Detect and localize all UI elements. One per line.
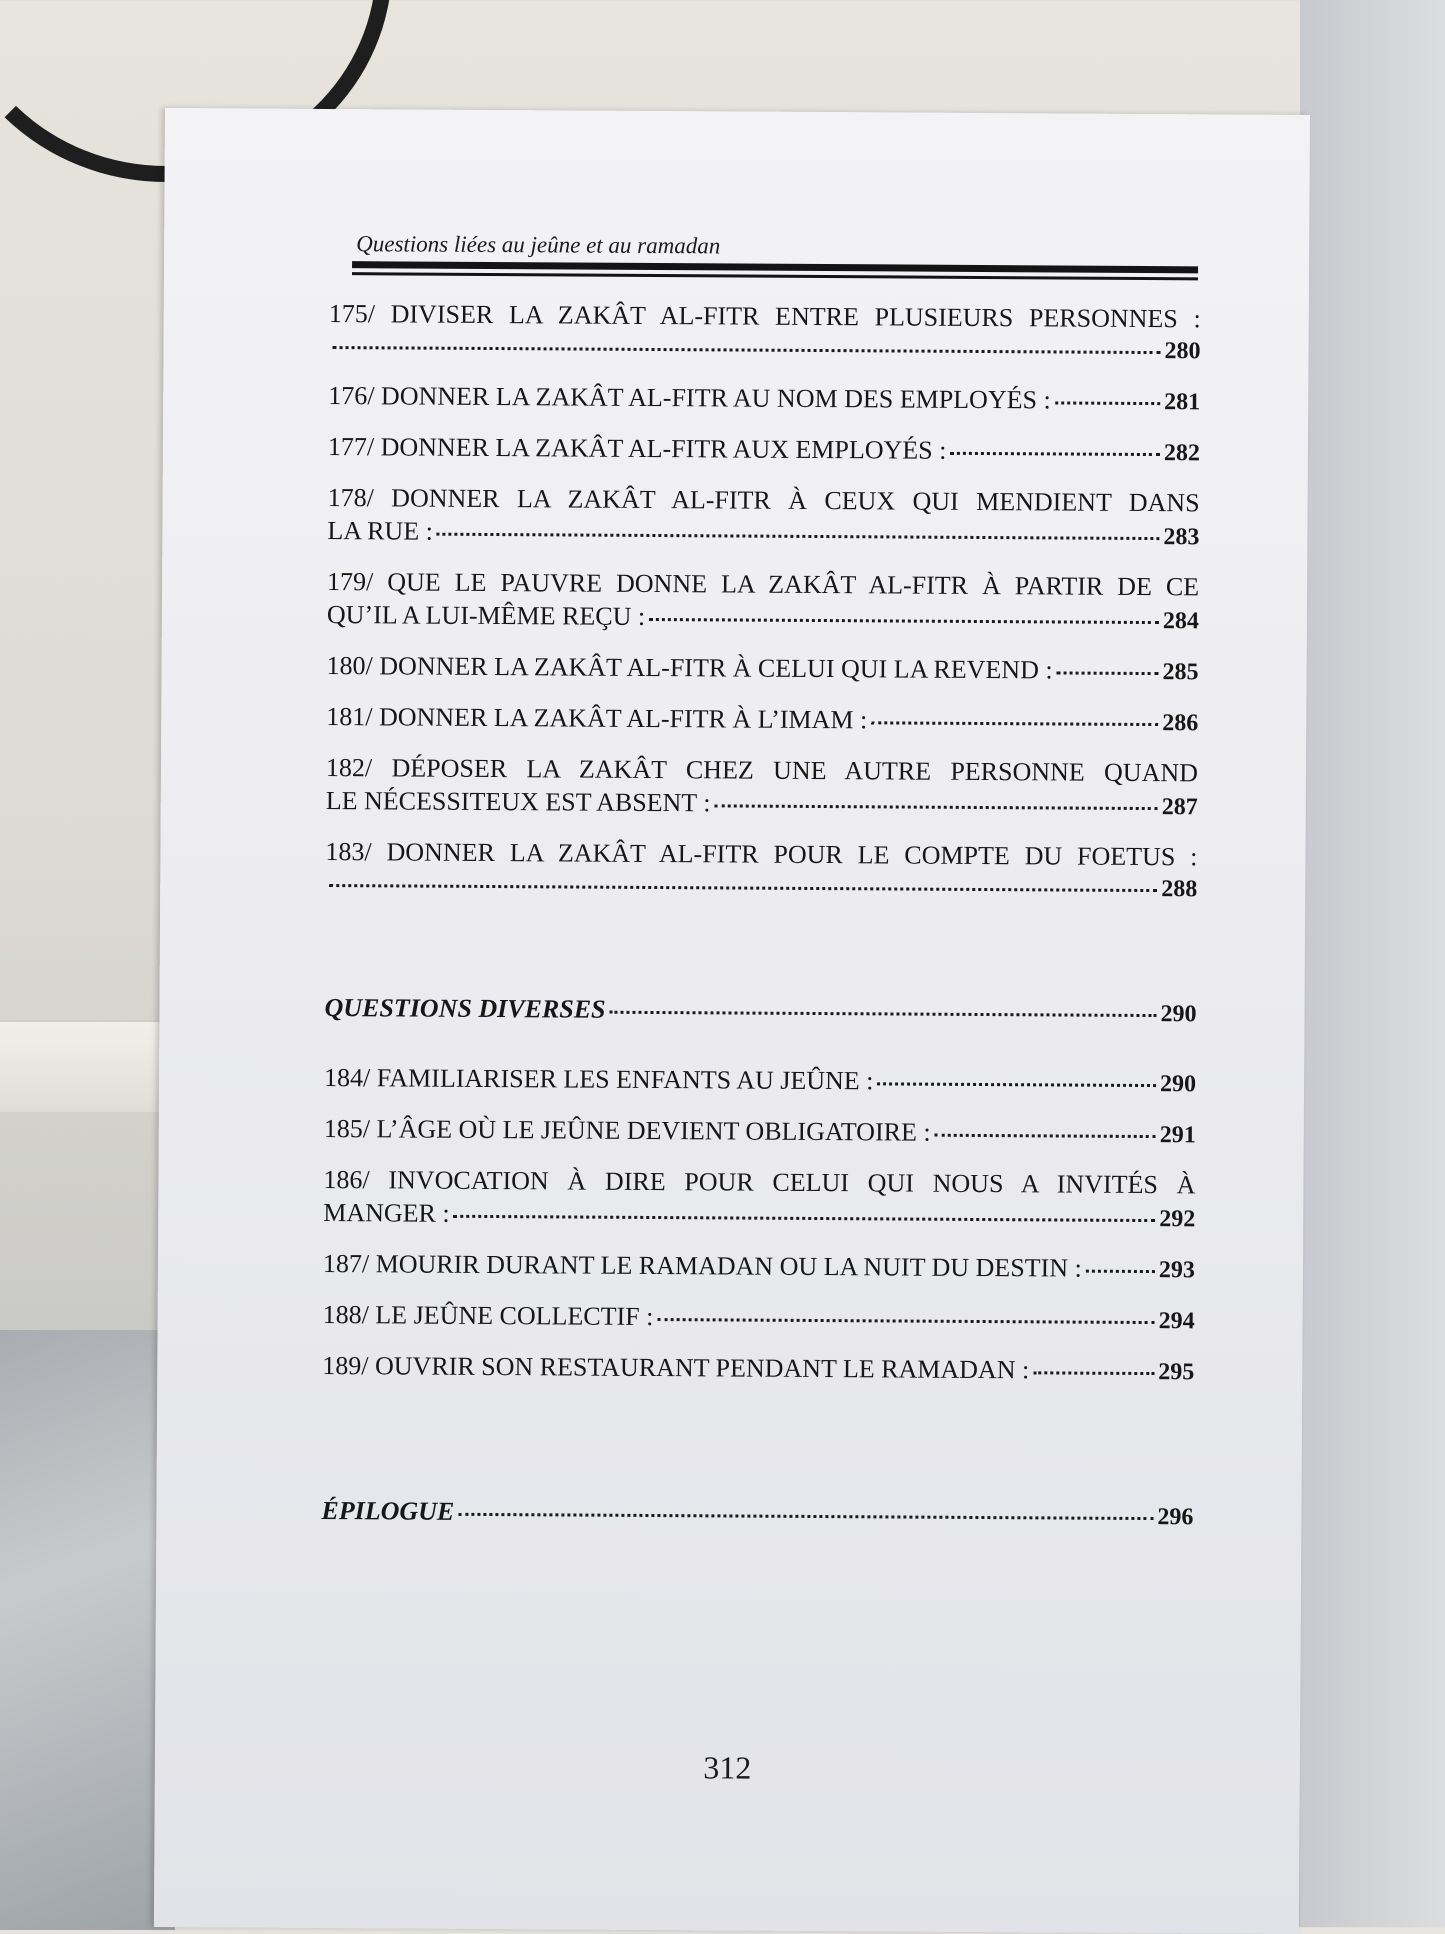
toc-entry-title: 189/ OUVRIR SON RESTAURANT PENDANT LE RAMADAN :	[322, 1350, 1030, 1385]
toc-entry-title-cont: QU’IL A LUI-MÊME REÇU :	[326, 599, 646, 631]
toc-section-questions-diverses	[324, 991, 1196, 1031]
leader-dots	[877, 1082, 1156, 1087]
leader-dots	[329, 884, 1157, 892]
toc-page-number: 291	[1159, 1122, 1196, 1149]
leader-dots	[1086, 1270, 1155, 1273]
table-of-contents	[321, 297, 1201, 1534]
toc-entry-title-cont: LE NÉCESSITEUX EST ABSENT :	[325, 785, 711, 818]
toc-entry-title: 188/ LE JEÛNE COLLECTIF :	[322, 1299, 654, 1332]
toc-entry-title-cont: LA RUE :	[327, 516, 433, 546]
toc-entry-180	[326, 649, 1198, 689]
facing-page	[1300, 0, 1445, 1927]
toc-page-number: 290	[1160, 1001, 1197, 1028]
toc-entry-177	[328, 430, 1200, 470]
leader-dots	[950, 452, 1160, 456]
toc-entry-184	[324, 1061, 1196, 1101]
section-title: ÉPILOGUE	[321, 1495, 455, 1526]
toc-page-number: 282	[1163, 440, 1200, 467]
toc-entry-title: 180/ DONNER LA ZAKÂT AL-FITR À CELUI QUI LA REVEND :	[326, 650, 1053, 685]
toc-entry-title: 184/ FAMILIARISER LES ENFANTS AU JEÛNE :	[323, 1062, 874, 1096]
toc-section-epilogue	[321, 1494, 1193, 1534]
leader-dots	[935, 1134, 1156, 1138]
toc-entry-182	[326, 751, 1198, 824]
leader-dots	[657, 1318, 1154, 1324]
toc-entry-title: 176/ DONNER LA ZAKÂT AL-FITR AU NOM DES EMPLOYÉS :	[328, 381, 1051, 415]
toc-entry-title: 182/ DÉPOSER LA ZAKÂT CHEZ UNE AUTRE PERSONNE QUAND	[325, 752, 1199, 788]
leader-dots	[1057, 671, 1159, 675]
book-page	[154, 108, 1310, 1934]
toc-entry-181	[326, 700, 1198, 740]
toc-page-number: 284	[1162, 608, 1199, 635]
leader-dots	[437, 533, 1160, 540]
toc-entry-176	[328, 379, 1200, 419]
toc-entry-187	[323, 1247, 1195, 1287]
page-number: 312	[703, 1749, 752, 1786]
toc-page-number: 287	[1161, 794, 1198, 821]
toc-entry-186	[323, 1163, 1195, 1236]
toc-entry-189	[322, 1349, 1194, 1389]
leader-dots	[333, 346, 1161, 354]
toc-entry-188	[323, 1298, 1195, 1338]
leader-dots	[610, 1011, 1157, 1017]
leader-dots	[649, 618, 1159, 624]
toc-page-number: 290	[1159, 1071, 1197, 1098]
leader-dots	[454, 1215, 1156, 1222]
header-rule	[352, 261, 1198, 280]
desk-edge	[0, 1020, 175, 1112]
leader-dots	[1033, 1371, 1154, 1375]
toc-entry-178	[327, 481, 1199, 554]
toc-page-number: 280	[1164, 338, 1201, 365]
toc-entry-title: 177/ DONNER LA ZAKÂT AL-FITR AUX EMPLOYÉS :	[327, 432, 947, 465]
toc-page-number: 294	[1158, 1308, 1195, 1335]
section-title: QUESTIONS DIVERSES	[324, 992, 606, 1024]
toc-entry-185	[324, 1112, 1196, 1152]
toc-entry-title: 187/ MOURIR DURANT LE RAMADAN OU LA NUIT DU DESTIN :	[322, 1248, 1082, 1283]
toc-entry-title: 186/ INVOCATION À DIRE POUR CELUI QUI NOUS A INVITÉS À	[323, 1164, 1196, 1200]
toc-page-number: 296	[1157, 1504, 1194, 1531]
running-head: Questions liées au jeûne et au ramadan	[356, 231, 721, 259]
toc-entry-title-cont: MANGER :	[323, 1197, 450, 1228]
toc-entry-title: 179/ QUE LE PAUVRE DONNE LA ZAKÂT AL-FITR À PARTIR DE CE	[327, 566, 1200, 602]
toc-page-number: 281	[1164, 389, 1201, 416]
toc-entry-title: 178/ DONNER LA ZAKÂT AL-FITR À CEUX QUI MENDIENT DANS	[327, 483, 1200, 518]
toc-page-number: 293	[1158, 1257, 1195, 1284]
toc-entry-175	[328, 297, 1200, 368]
toc-entry-179	[327, 565, 1199, 638]
toc-page-number: 295	[1158, 1359, 1195, 1386]
toc-entry-183	[325, 835, 1197, 906]
toc-entry-title: 181/ DONNER LA ZAKÂT AL-FITR À L’IMAM :	[326, 701, 868, 735]
background-fabric	[0, 1330, 175, 1930]
toc-page-number: 283	[1163, 524, 1200, 551]
leader-dots	[714, 804, 1157, 810]
leader-dots	[1055, 401, 1161, 405]
toc-entry-title: 175/ DIVISER LA ZAKÂT AL-FITR ENTRE PLUSIEURS PERSONNES :	[328, 299, 1201, 334]
toc-page-number: 292	[1159, 1206, 1196, 1233]
toc-page-number: 285	[1162, 659, 1199, 686]
toc-page-number: 286	[1162, 710, 1199, 737]
toc-entry-title: 183/ DONNER LA ZAKÂT AL-FITR POUR LE COMPTE DU FOETUS :	[325, 836, 1198, 872]
leader-dots	[458, 1513, 1153, 1520]
toc-page-number: 288	[1161, 876, 1198, 903]
leader-dots	[871, 721, 1158, 726]
toc-entry-title: 185/ L’ÂGE OÙ LE JEÛNE DEVIENT OBLIGATOIRE :	[323, 1113, 931, 1147]
